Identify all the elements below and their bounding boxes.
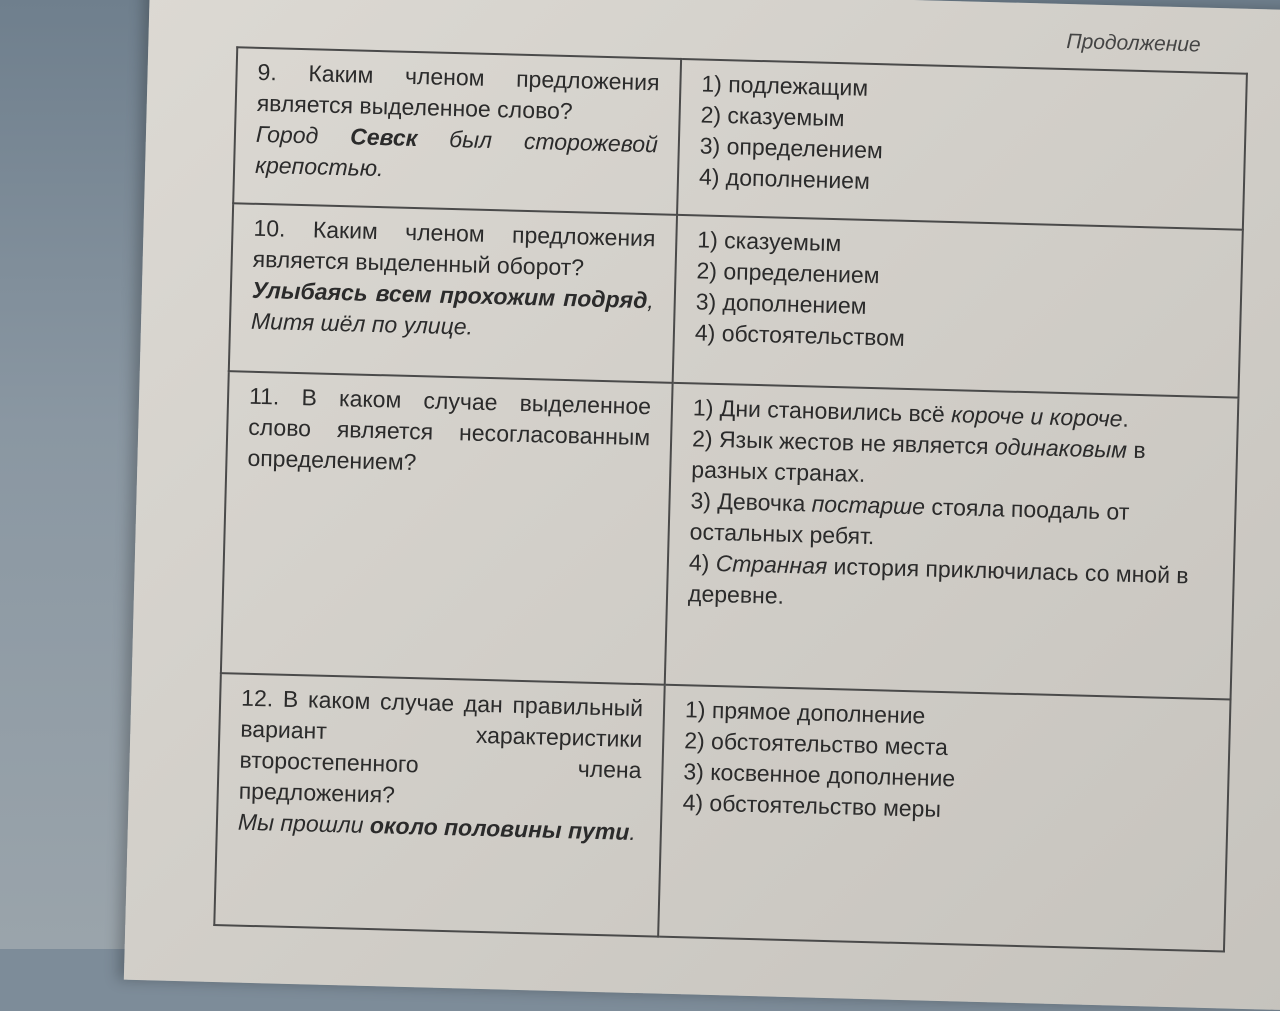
quiz-table xyxy=(213,46,1248,952)
answer-option[interactable]: 3) определением xyxy=(699,132,884,164)
example-text: был сторожевой крепостью. xyxy=(254,125,659,182)
option-text: стояла поодаль от остальных ребят. xyxy=(689,493,1130,550)
option-number: 4) xyxy=(688,549,717,577)
answer-option[interactable]: 2) обстоятельство места xyxy=(683,727,949,761)
question-cell xyxy=(214,673,664,937)
answer-option[interactable]: 4) дополнением xyxy=(698,163,871,194)
example-text: , Митя шёл по улице. xyxy=(250,287,655,340)
answer-options-cell xyxy=(673,215,1243,398)
answer-option[interactable]: 3) косвенное дополнение xyxy=(683,758,956,792)
example-sentence xyxy=(251,275,654,348)
question-cell xyxy=(229,203,677,383)
example-text: Город xyxy=(255,120,351,150)
continuation-label: Продолжение xyxy=(1066,30,1201,57)
highlighted-word: одинаковым xyxy=(994,433,1128,463)
answer-option[interactable]: 4) обстоятельством xyxy=(694,319,906,351)
highlighted-word: Севск xyxy=(349,123,418,152)
option-number: 3) xyxy=(690,487,718,515)
example-sentence xyxy=(255,119,658,192)
option-text: Девочка xyxy=(717,488,813,517)
highlighted-word: Странная xyxy=(715,550,828,579)
question-row-9 xyxy=(233,47,1247,229)
option-text: . xyxy=(1122,405,1130,432)
highlighted-word: постарше xyxy=(811,490,926,520)
question-text: 11. В каком случае выделенное слово является несогласованным определением? xyxy=(247,382,652,476)
answer-option[interactable]: 4) обстоятельство меры xyxy=(682,789,942,822)
question-cell xyxy=(233,47,681,215)
answer-options-cell xyxy=(677,59,1247,230)
option-number: 1) xyxy=(692,394,721,422)
question-row-11 xyxy=(221,371,1239,699)
question-text: 10. Каким членом предложения является выделенный оборот? xyxy=(252,214,656,281)
highlighted-word: короче и короче xyxy=(950,401,1123,432)
answer-option[interactable]: 1) прямое дополнение xyxy=(684,696,926,729)
question-text: 12. В каком случае дан правильный вариант характеристики второстепенного члена предложения? xyxy=(238,684,644,808)
question-row-10 xyxy=(229,203,1243,397)
option-text: Язык жестов не является xyxy=(718,426,996,460)
answer-option[interactable]: 1) сказуемым xyxy=(697,226,842,257)
option-text: история приключилась со мной в деревне. xyxy=(687,552,1189,609)
question-cell xyxy=(221,371,673,685)
answer-options-cell xyxy=(658,685,1230,952)
workbook-page xyxy=(124,0,1280,1011)
option-text: в разных странах. xyxy=(691,436,1146,487)
option-text: Дни становились всё xyxy=(719,395,952,428)
example-text: . xyxy=(629,818,637,846)
answer-option[interactable]: 1) подлежащим xyxy=(701,70,869,101)
question-text: 9. Каким членом предложения является выделенное слово? xyxy=(256,58,660,125)
example-text: Мы прошли xyxy=(237,808,371,839)
answer-option[interactable]: 2) определением xyxy=(696,257,880,289)
answer-option[interactable]: 2) сказуемым xyxy=(700,101,845,132)
highlighted-phrase: Улыбаясь всем прохожим подряд xyxy=(251,276,648,314)
question-row-12 xyxy=(214,673,1230,951)
answer-option[interactable] xyxy=(688,547,1213,623)
answer-option[interactable]: 3) дополнением xyxy=(695,288,867,319)
highlighted-phrase: около половины пути xyxy=(369,812,630,845)
option-number: 2) xyxy=(691,425,720,453)
answer-options-cell xyxy=(665,383,1239,700)
